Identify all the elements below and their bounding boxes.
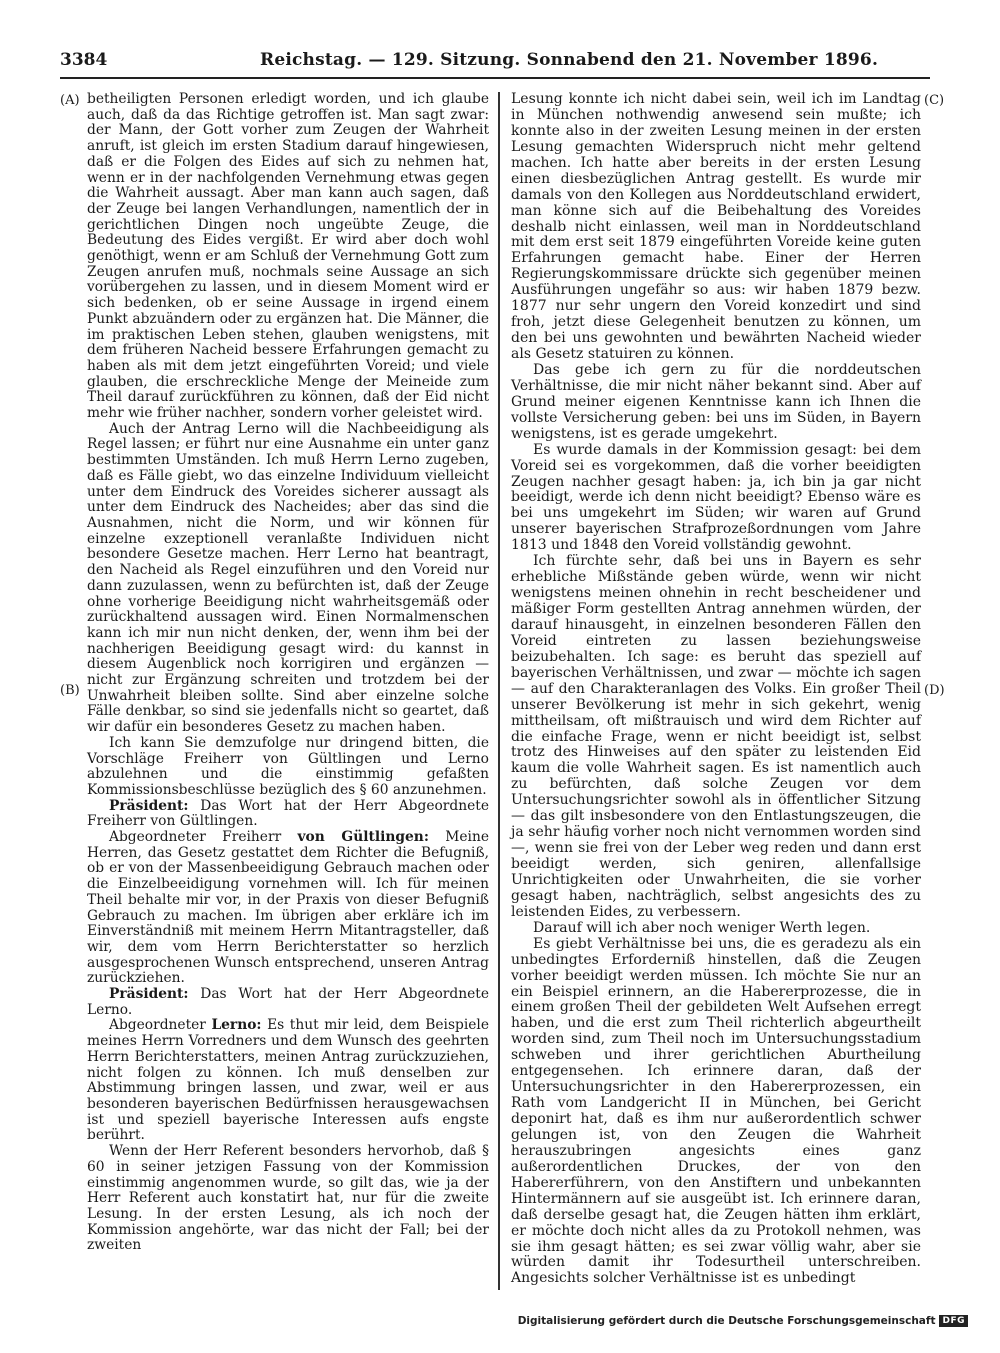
margin-mark-a: (A) [60, 93, 80, 108]
paragraph: Wenn der Herr Referent besonders hervorhob, daß § 60 in seiner jetzigen Fassung von der Kommission einstimmig angenommen wurde, so gilt das, wie ja der Herr Referent auch konstatirt hat, nur für die zweite Lesung. In der ersten Lesung, als ich noch der Kommission angehörte, war das nicht der Fall; bei der zweiten [87, 1143, 489, 1254]
margin-mark-b: (B) [60, 683, 80, 698]
speech-text: Meine Herren, das Gesetz gestattet dem Richter die Befugniß, ob er von der Massenbeeidigung Gebrauch machen oder die Einzelbeeidigung vornehmen will. Ich für meinen Theil behalte mir vor, in der Praxis von dieser Befugniß Gebrauch zu machen. Im übrigen aber erkläre ich im Einverständniß mit meinem Herrn Mitantragsteller, daß wir, dem vom Herrn Berichterstatter so herzlich ausgesprochenen Wunsch entsprechend, unseren Antrag zurückziehen. [87, 829, 489, 987]
paragraph: Es wurde damals in der Kommission gesagt: bei dem Voreid sei es vorgekommen, daß die vorher beeidigten Zeugen nachher gesagt haben: ja, ich bin ja gar nicht beeidigt, werde ich denn nicht beeidigt? Ebenso wäre es bei uns umgekehrt im Süden; wir waren auf Grund unserer bayerischen Strafprozeßordnungen vom Jahre 1813 und 1848 den Voreid vollständig gewohnt. [511, 441, 921, 554]
speech-text: Das Wort hat der Herr Abgeordnete Lerno. [87, 986, 489, 1018]
paragraph: betheiligten Personen erledigt worden, und ich glaube auch, daß da das Richtige getroffen ist. Man sagt zwar: der Mann, der Gott vorher zum Zeugen der Wahrheit anruft, ist gleich im ersten Stadium darauf hingewiesen, daß er die Folgen des Eides auf sich zu nehmen hat, wenn er in der nachfolgenden Vernehmung etwas gegen die Wahrheit aussagt. Aber man kann auch sagen, daß der Zeuge bei langen Verhandlungen, namentlich der in gerichtlichen Dingen noch ungeübte Zeuge, die Bedeutung des Eides vergißt. Er wird aber doch wohl genöthigt, wenn er am Schluß der Vernehmung Gott zum Zeugen anrufen muß, nochmals seine Aussage an sich vorübergehen zu lassen, und in diesem Moment wird er sich bedenken, ob er seine Aussage in irgend einem Punkt abzuändern oder zu ergänzen hat. Die Männer, die im praktischen Leben stehen, glauben wenigstens, mit dem früheren Nacheid bessere Erfahrungen gemacht zu haben als mit dem jetzt eingeführten Voreid; und viele glauben, die erschreckliche Menge der Meineide zum Theil darauf zurückführen zu können, daß der Eid nicht mehr wie früher nachher, sondern vorher geleistet wird. [87, 91, 489, 422]
speech-paragraph [87, 799, 489, 830]
left-column [87, 92, 489, 1254]
speaker-prefix: Abgeordneter Freiherr [109, 829, 282, 846]
header-rule [60, 77, 930, 79]
footer-text: Digitalisierung gefördert durch die Deutsche Forschungsgemeinschaft [517, 1315, 936, 1327]
paragraph: Es giebt Verhältnisse bei uns, die es geradezu als ein unbedingtes Erforderniß hinstellen, daß die Zeugen vorher beeidigt werden müssen. Ich möchte Sie nur an ein Beispiel erinnern, an die Habererprozesse, die in einem großen Theil der gebildeten Welt Aufsehen erregt haben, und die erst zum Theil richterlich abgeurtheilt worden sind, zum Theil noch im Untersuchungsstadium schweben und ihrer gerichtlichen Aburtheilung entgegensehen. Ich erinnere daran, daß der Untersuchungsrichter in den Habererprozessen, ein Rath vom Landgericht II in München, bei Gericht deponirt hat, daß es ihm nur außerordentlich schwer gelungen ist, von den Zeugen die Wahrheit herauszubringen angesichts eines ganz außerordentlichen Druckes, der von den Habererführern, von den Anstiftern und unbekannten Hintermännern auf sie ausgeübt ist. Ich erinnere daran, daß derselbe gesagt hat, die Zeugen hätten ihm erklärt, er möchte doch nicht alles da zu Protokoll nehmen, was sie ihm gesagt hätten; es sei zwar völlig wahr, aber sie würden damit ihr Todesurtheil unterschreiben. Angesichts solcher Verhältnisse ist es unbedingt [511, 935, 921, 1287]
right-column [511, 92, 921, 1287]
speech-paragraph [87, 987, 489, 1018]
speaker-label: Lerno: [211, 1017, 262, 1034]
speaker-label: Präsident: [109, 797, 189, 814]
paragraph: Auch der Antrag Lerno will die Nachbeeidigung als Regel lassen; er führt nur eine Ausnahme ein unter ganz bestimmten Umständen. Ich muß Herrn Lerno zugeben, daß es Fälle giebt, wo das einzelne Individuum vielleicht unter dem Eindruck des Voreides sicherer aussagt als unter dem Eindruck des Nacheides; aber das sind die Ausnahmen, nicht die Norm, und wir können für einzelne exzeptionell veranlaßte Individuen nicht besondere Gesetze machen. Herr Lerno hat beantragt, den Nacheid als Regel einzuführen und den Voreid nur dann zuzulassen, wenn zu befürchten ist, daß der Zeuge ohne vorherige Beeidigung nicht wahrheitsgemäß oder zurückhaltend aussagen wird. Einen Normalmenschen kann ich mir nun nicht denken, der, wenn ihm bei der nachherigen Beeidigung gesagt wird: du kannst in diesem Augenblick noch korrigiren und ergänzen — nicht zur Ergänzung schreiten und trotzdem bei der Unwahrheit bleiben sollte. Sind aber einzelne solche Fälle denkbar, so sind sie jedenfalls nicht so geartet, daß wir dafür ein besonderes Gesetz zu machen haben. [87, 420, 489, 736]
column-divider [498, 92, 500, 1290]
page-header [60, 50, 930, 74]
running-title: Reichstag. — 129. Sitzung. Sonnabend den 21. November 1896. [260, 50, 879, 70]
paragraph: Lesung konnte ich nicht dabei sein, weil ich im Landtag in München nothwendig anwesend sein mußte; ich konnte also in der zweiten Lesung meinen in der ersten Lesung gemachten Widerspruch nicht mehr geltend machen. Ich hatte aber bereits in der ersten Lesung einen diesbezüglichen Antrag gestellt. Es wurde mir damals von den Kollegen aus Norddeutschland erwidert, man könne sich auf die Beibehaltung des Voreides deshalb nicht einlassen, weil man in Norddeutschland mit dem erst seit 1879 eingeführten Voreide keine guten Erfahrungen gemacht habe. Einer der Herren Regierungskommissare drückte sich gegenüber meinen Ausführungen ungefähr so aus: wir haben 1879 bezw. 1877 nur sehr ungern den Voreid konzedirt und sind froh, jetzt diese Gelegenheit benutzen zu können, um den bei uns gewohnten und bewährten Nacheid wieder als Gesetz statuiren zu können. [511, 91, 921, 362]
dfg-logo-icon: DFG [939, 1315, 968, 1327]
paragraph: Das gebe ich gern zu für die norddeutschen Verhältnisse, die mir nicht näher bekannt sind. Aber auf Grund meiner eigenen Kenntnisse kann ich Ihnen die vollste Versicherung geben: bei uns im Süden, in Bayern wenigstens, ist es gerade umgekehrt. [511, 361, 921, 442]
digitization-footer [518, 1312, 968, 1330]
speech-text: Das Wort hat der Herr Abgeordnete Freiherr von Gültlingen. [87, 797, 489, 830]
paragraph: Ich kann Sie demzufolge nur dringend bitten, die Vorschläge Freiherr von Gültlingen und Lerno abzulehnen und die einstimmig gefaßten Kommissionsbeschlüsse bezüglich des § 60 anzunehmen. [87, 734, 489, 798]
margin-mark-d: (D) [924, 683, 945, 698]
margin-mark-c: (C) [924, 93, 945, 108]
speech-paragraph [87, 1018, 489, 1144]
speech-paragraph [87, 830, 489, 987]
page-number: 3384 [60, 50, 108, 70]
paragraph: Ich fürchte sehr, daß bei uns in Bayern es sehr erhebliche Mißstände geben würde, wenn wir nicht wenigstens meinen ohnehin in recht bescheidener und mäßiger Form gestellten Antrag annehmen würden, der darauf hinausgeht, in einzelnen besonderen Fällen den Voreid eintreten zu lassen beziehungsweise beizubehalten. Ich sage: es beruht das speziell auf bayerischen Verhältnissen, und zwar — möchte ich sagen — auf den Charakteranlagen des Volks. Ein großer Theil unserer Bevölkerung ist mehr in sich gekehrt, wenig mittheilsam, oft mißtrauisch und wird dem Richter auf die einfache Frage, wenn er nicht beeidigt ist, selbst trotz des Hinweises auf den später zu leistenden Eid kaum die volle Wahrheit sagen. Es ist namentlich auch zu befürchten, daß solche Zeugen vor dem Untersuchungsrichter sowohl als in öffentlicher Sitzung — das gilt insbesondere von den Entlastungszeugen, die ja sehr häufig vorher noch nicht vernommen worden sind —, wenn sie frei von der Leber weg reden und dann erst beeidigt werden, sich geniren, allenfallsige Unrichtigkeiten oder Unwahrheiten, die sie vorher gesagt haben, nachträglich, selbst angesichts des zu leistenden Eides, zu verbessern. [511, 553, 921, 920]
paragraph: Darauf will ich aber noch weniger Werth legen. [533, 919, 871, 936]
speaker-label: von Gültlingen: [297, 829, 429, 846]
speaker-label: Präsident: [109, 986, 189, 1003]
speaker-prefix: Abgeordneter [109, 1017, 206, 1034]
speech-text: Es thut mir leid, dem Beispiele meines Herrn Vorredners und dem Wunsch des geehrten Herrn Berichterstatters, meinen Antrag zurückzuziehen, nicht folgen zu können. Ich muß denselben zur Abstimmung bringen lassen, und zwar, weil er aus besonderen bayerischen Bedürfnissen herausgewachsen ist und speziell bayerische Interessen aufs engste berührt. [87, 1017, 490, 1144]
